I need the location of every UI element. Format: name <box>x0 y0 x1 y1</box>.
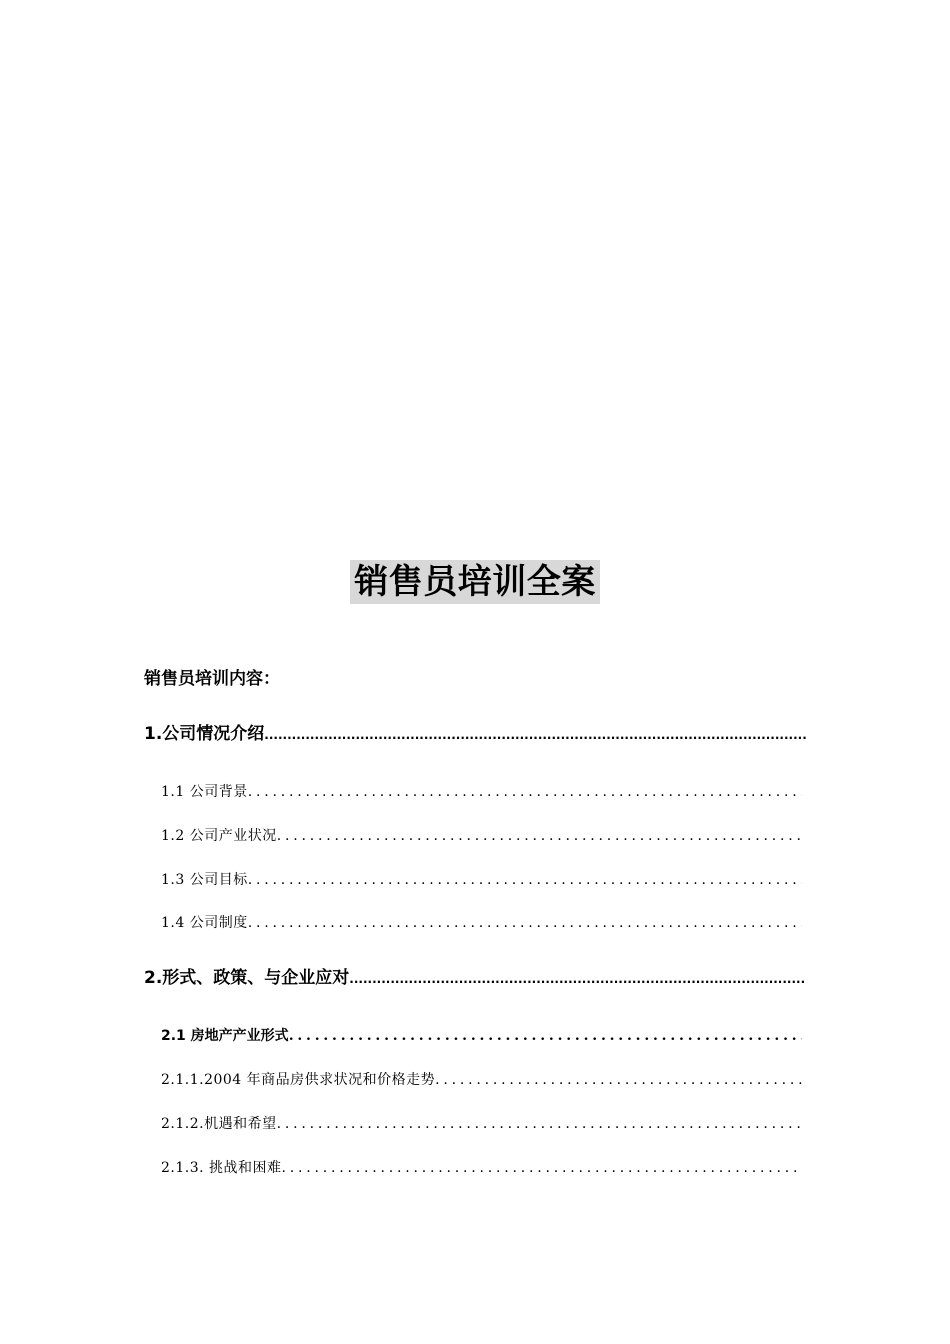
toc-heading: 销售员培训内容： <box>144 669 280 689</box>
document-title: 销售员培训全案 <box>350 560 600 604</box>
toc-leader-dots <box>248 870 802 890</box>
toc-entry-1-3 <box>161 870 802 890</box>
toc-entry-1-2 <box>161 826 802 846</box>
toc-entry-text: 1.公司情况介绍 <box>144 724 265 744</box>
toc-leader-dots <box>248 913 802 933</box>
toc-leader-dots <box>282 1158 802 1178</box>
toc-leader-dots <box>289 1026 802 1046</box>
toc-entry-text: 2.形式、政策、与企业应对 <box>144 968 350 988</box>
toc-leader-dots <box>277 1114 802 1134</box>
toc-entry-1-1 <box>161 782 802 802</box>
toc-entry-2-1-3 <box>161 1158 802 1178</box>
toc-leader-dots <box>277 826 802 846</box>
toc-entry-text: 1.2 公司产业状况 <box>161 828 277 844</box>
toc-entry-1 <box>144 722 806 747</box>
toc-leader-dots <box>349 967 806 991</box>
toc-entry-text: 1.1 公司背景 <box>161 784 248 800</box>
toc-leader-dots <box>264 723 806 747</box>
toc-entry-2-1-1 <box>161 1070 802 1090</box>
toc-leader-dots <box>435 1070 802 1090</box>
toc-entry-text: 2.1 房地产产业形式 <box>161 1028 289 1044</box>
toc-entry-2-1 <box>161 1026 802 1046</box>
toc-entry-1-4 <box>161 913 802 933</box>
toc-entry-text: 1.3 公司目标 <box>161 872 248 888</box>
toc-entry-text: 2.1.1.2004 年商品房供求状况和价格走势 <box>161 1072 436 1088</box>
toc-entry-text: 2.1.3. 挑战和困难 <box>161 1160 282 1176</box>
toc-entry-text: 1.4 公司制度 <box>161 915 248 931</box>
toc-entry-2 <box>144 966 806 991</box>
toc-entry-text: 2.1.2.机遇和希望 <box>161 1116 277 1132</box>
toc-leader-dots <box>248 782 802 802</box>
toc-entry-2-1-2 <box>161 1114 802 1134</box>
